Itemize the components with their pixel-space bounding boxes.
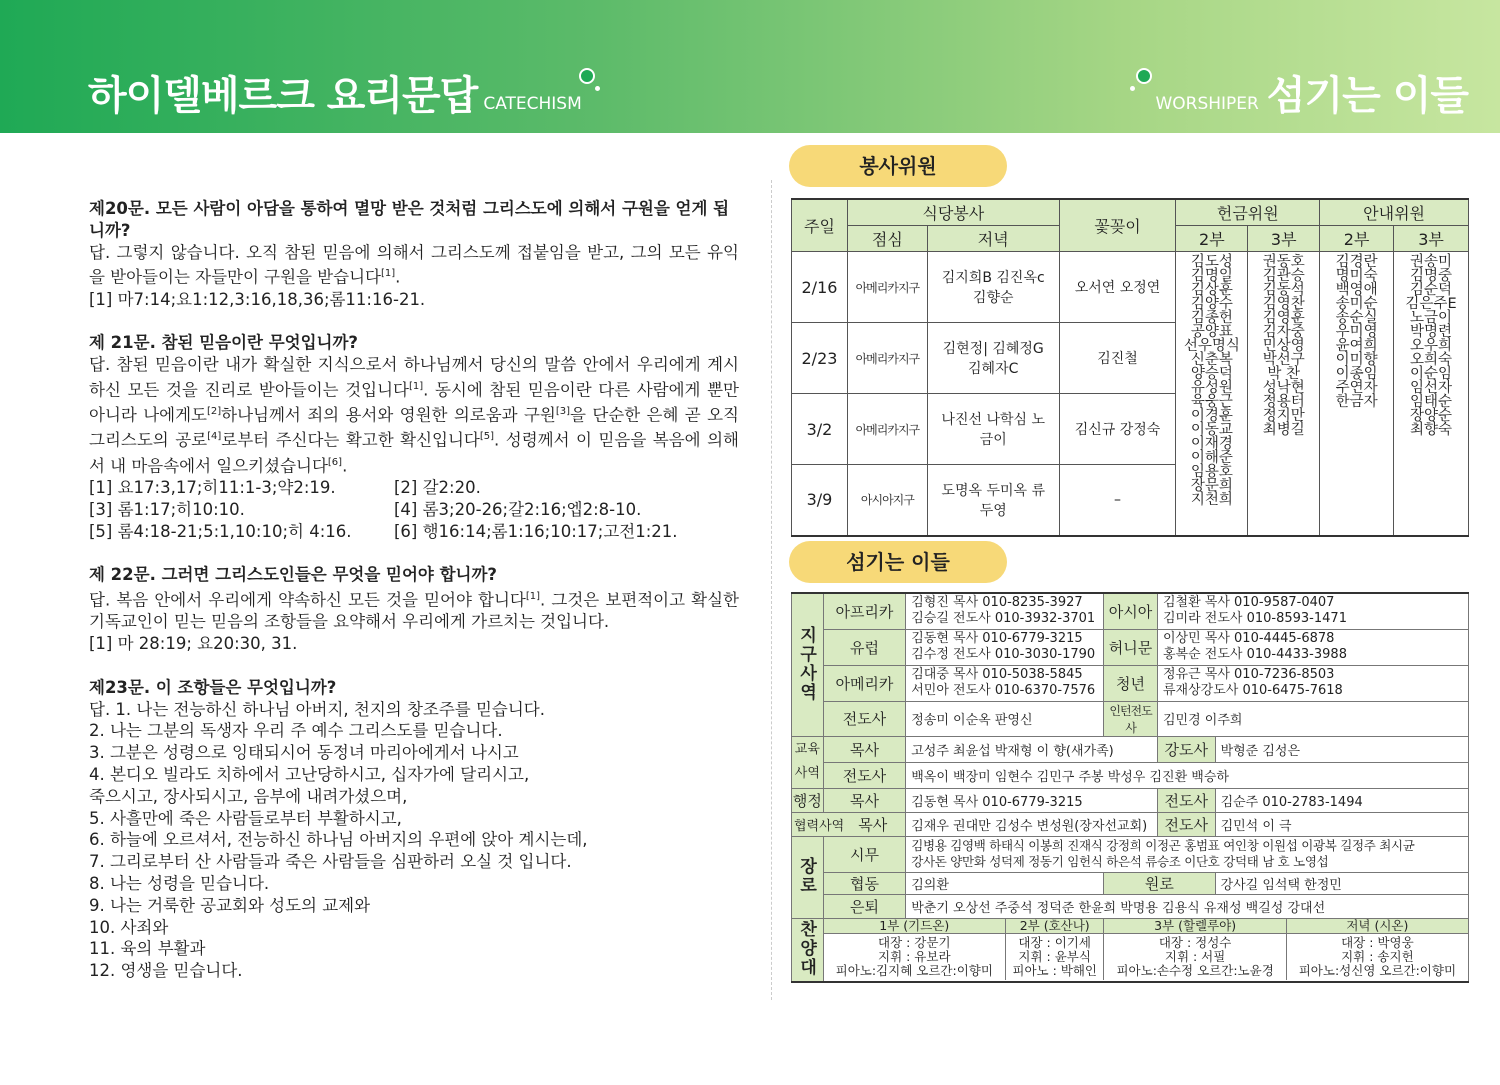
volunteer-name: 박 찬 bbox=[1267, 366, 1301, 382]
edu-label: 교육사역 bbox=[792, 736, 824, 788]
volunteer-name: 김관승 bbox=[1262, 268, 1305, 284]
district-label: 지구사역 bbox=[792, 593, 824, 736]
guide-3-names bbox=[1394, 252, 1469, 536]
choir-2-staff: 대장 : 이기세 지휘 : 윤부식 피아노 : 박해인 bbox=[1005, 934, 1104, 981]
intern-label: 인턴전도사 bbox=[1104, 701, 1158, 736]
guide-2-names bbox=[1320, 252, 1394, 536]
volunteer-name: 권동호 bbox=[1262, 254, 1305, 270]
col-flower: 꽃꽂이 bbox=[1059, 199, 1176, 252]
elder-senior-label: 원로 bbox=[1104, 872, 1215, 894]
references: [1] 요17:3,17;히11:1-3;약2:19. [2] 갈2:20. [3] 롬1:17;히10:10. [4] 롬3;20-26;갈2:16;엡2:8-10. [5] 롬4:18-21;5:1,10:10;히 4:16. [6] 행16:14;롬1:16;10:17;고전1:21. bbox=[89, 478, 678, 541]
edu-evangelist-label: 전도사 bbox=[823, 762, 906, 788]
intern-names: 김민경 이주희 bbox=[1157, 701, 1468, 736]
coop-evangelist-label: 전도사 bbox=[1157, 812, 1215, 836]
volunteer-name: 오우희 bbox=[1410, 338, 1453, 354]
europe-label: 유럽 bbox=[823, 629, 906, 665]
answer-text: 답. 복음 안에서 우리에게 약속하신 모든 것을 믿어야 합니다[1]. 그것은 보편적이고 확실한 기독교인이 믿는 믿음의 조항들을 요약해서 우리에게 가르치는 것입니다. bbox=[89, 590, 739, 632]
africa-contacts: 김형진 목사 010-8235-3927 김승길 전도사 010-3932-3701 bbox=[906, 593, 1104, 629]
elder-assoc-names: 김의환 bbox=[906, 872, 1104, 894]
volunteer-name: 김도성 bbox=[1190, 254, 1233, 270]
volunteer-name: 유성원 bbox=[1190, 380, 1233, 396]
question-title: 제 21문. 참된 믿음이란 무엇입니까? bbox=[89, 333, 358, 353]
answer-line: 4. 본디오 빌라도 치하에서 고난당하시고, 십자가에 달리시고, bbox=[89, 764, 530, 784]
volunteer-name: 송순실 bbox=[1335, 310, 1378, 326]
volunteer-name: 정용터 bbox=[1262, 394, 1305, 410]
answer-text: 답. 그렇지 않습니다. 오직 참된 믿음에 의해서 그리스도께 접붙임을 받고, 그의 모든 유익을 받아들이는 자들만이 구원을 받습니다[1]. bbox=[89, 242, 739, 287]
volunteer-table bbox=[791, 198, 1469, 537]
elder-retired-label: 은퇴 bbox=[823, 894, 906, 918]
asia-contacts: 김철환 목사 010-9587-0407 김미라 전도사 010-8593-1471 bbox=[1157, 593, 1468, 629]
admin-evangelist-label: 전도사 bbox=[1157, 788, 1215, 812]
answer-line: 6. 하늘에 오르셔서, 전능하신 하나님 아버지의 우편에 앉아 계시는데, bbox=[89, 830, 588, 850]
volunteer-name: 이해준 bbox=[1190, 450, 1233, 466]
volunteer-name: 우미영 bbox=[1335, 324, 1378, 340]
col-offering-3: 3부 bbox=[1248, 226, 1320, 252]
row-date: 2/23 bbox=[792, 323, 848, 394]
edu-pastor-names: 고성주 최윤섭 박재형 이 향(새가족) bbox=[906, 736, 1158, 762]
row-date: 3/2 bbox=[792, 394, 848, 465]
choir-table bbox=[824, 919, 1468, 980]
answer-line: 8. 나는 성령을 믿습니다. bbox=[89, 873, 270, 893]
volunteer-name: 김자중 bbox=[1262, 324, 1305, 340]
row-dinner: 도명옥 두미옥 류두영 bbox=[927, 465, 1059, 536]
row-date: 2/16 bbox=[792, 252, 848, 323]
volunteer-name: 선우명식 bbox=[1183, 338, 1240, 354]
coop-evangelist-names: 김민석 이 극 bbox=[1215, 812, 1468, 836]
catechism-body bbox=[89, 198, 739, 982]
admin-label: 행정 bbox=[792, 788, 824, 812]
volunteer-name: 이미향 bbox=[1335, 352, 1378, 368]
volunteer-name: 최향숙 bbox=[1410, 422, 1453, 438]
volunteer-name: 임태순 bbox=[1410, 394, 1453, 410]
choir-2-name: 2부 (호산나) bbox=[1005, 919, 1104, 934]
volunteer-name: 박선구 bbox=[1262, 352, 1305, 368]
decor-dot-icon bbox=[1136, 68, 1152, 84]
question-title: 제23문. 이 조항들은 무엇입니까? bbox=[89, 677, 337, 697]
decor-dot-icon bbox=[595, 86, 600, 91]
volunteer-name: 김경란 bbox=[1335, 254, 1378, 270]
volunteer-name: 임용호 bbox=[1190, 464, 1233, 480]
row-dinner: 나진선 나학심 노금이 bbox=[927, 394, 1059, 465]
worshiper-title: WORSHIPER 섬기는 이들 bbox=[1155, 73, 1468, 119]
volunteer-name: 최병길 bbox=[1262, 422, 1305, 438]
evangelist-label: 전도사 bbox=[823, 701, 906, 736]
volunteer-name: 명미숙 bbox=[1335, 268, 1378, 284]
answer-line: 답. 1. 나는 전능하신 하나님 아버지, 천지의 창조주를 믿습니다. bbox=[89, 699, 545, 719]
answer-line: 죽으시고, 장사되시고, 음부에 내려가셨으며, bbox=[89, 786, 408, 806]
workers-section-label: 섬기는 이들 bbox=[789, 541, 1007, 583]
honeymoon-label: 허니문 bbox=[1104, 629, 1158, 665]
choir-3-name: 3부 (할렐루야) bbox=[1104, 919, 1286, 934]
col-date: 주일 bbox=[792, 199, 848, 252]
col-meal: 식당봉사 bbox=[847, 199, 1059, 226]
row-lunch: 아메리카지구 bbox=[847, 323, 927, 394]
page-divider bbox=[771, 180, 772, 1000]
row-lunch: 아메리카지구 bbox=[847, 394, 927, 465]
references: [1] 마7:14;요1:12,3:16,18,36;롬11:16-21. bbox=[89, 289, 426, 309]
europe-contacts: 김동현 목사 010-6779-3215 김수정 전도사 010-3030-1790 bbox=[906, 629, 1104, 665]
choir-4-name: 저녁 (시온) bbox=[1286, 919, 1468, 934]
workers-table bbox=[791, 592, 1469, 983]
col-lunch: 점심 bbox=[847, 226, 927, 252]
volunteer-name: 김명일 bbox=[1190, 268, 1233, 284]
choir-cell bbox=[823, 918, 1468, 982]
row-dinner: 김지희B 김진옥c 김향순 bbox=[927, 252, 1059, 323]
col-offering: 헌금위원 bbox=[1176, 199, 1320, 226]
question-23 bbox=[89, 677, 739, 982]
honeymoon-contacts: 이상민 목사 010-4445-6878 홍복순 전도사 010-4433-3988 bbox=[1157, 629, 1468, 665]
references: [1] 마 28:19; 요20:30, 31. bbox=[89, 634, 298, 654]
youth-label: 청년 bbox=[1104, 665, 1158, 701]
question-22 bbox=[89, 564, 739, 655]
volunteer-name: 이재경 bbox=[1190, 436, 1233, 452]
decor-dot-icon bbox=[1130, 86, 1135, 91]
volunteer-name: 오희숙 bbox=[1410, 352, 1453, 368]
elder-senior-names: 강사길 임석택 한정민 bbox=[1215, 872, 1468, 894]
volunteer-name: 이종임 bbox=[1335, 366, 1378, 382]
answer-line: 5. 사흘만에 죽은 사람들로부터 부활하시고, bbox=[89, 808, 402, 828]
volunteer-name: 지천희 bbox=[1190, 492, 1233, 508]
answer-line: 7. 그리로부터 산 사람들과 죽은 사람들을 심판하러 오실 것 입니다. bbox=[89, 852, 572, 872]
volunteer-name: 공양표 bbox=[1190, 324, 1233, 340]
volunteer-name: 이동교 bbox=[1190, 422, 1233, 438]
volunteer-name: 육웅근 bbox=[1190, 394, 1233, 410]
col-offering-2: 2부 bbox=[1176, 226, 1248, 252]
choir-4-staff: 대장 : 박영웅 지휘 : 송지헌 피아노:성신영 오르간:이향미 bbox=[1298, 935, 1457, 979]
answer-line: 10. 사죄와 bbox=[89, 917, 169, 937]
america-contacts: 김대중 목사 010-5038-5845 서민아 전도사 010-6370-7576 bbox=[906, 665, 1104, 701]
col-guide-2: 2부 bbox=[1320, 226, 1394, 252]
volunteer-name: 김상훈 bbox=[1190, 282, 1233, 298]
question-21 bbox=[89, 332, 739, 542]
volunteer-name: 성낙현 bbox=[1262, 380, 1305, 396]
row-lunch: 아시아지구 bbox=[847, 465, 927, 536]
answer-line: 2. 나는 그분의 독생자 우리 주 예수 그리스도를 믿습니다. bbox=[89, 721, 503, 741]
answer-line: 3. 그분은 성령으로 잉태되시어 동정녀 마리아에게서 나시고 bbox=[89, 743, 519, 763]
elder-retired-names: 박춘기 오상선 주중석 정덕준 한윤희 박명용 김용식 유재성 백길성 강대선 bbox=[906, 894, 1469, 918]
edu-teacher-names: 박형준 김성은 bbox=[1215, 736, 1468, 762]
volunteer-name: 이경훈 bbox=[1190, 408, 1233, 424]
row-dinner: 김현정| 김혜정G 김혜자C bbox=[927, 323, 1059, 394]
volunteer-name: 한금자 bbox=[1335, 394, 1378, 410]
question-title: 제20문. 모든 사람이 아담을 통하여 멸망 받은 것처럼 그리스도에 의해서 구원을 얻게 됩니까? bbox=[89, 199, 730, 240]
volunteer-name: 김종헌 bbox=[1190, 310, 1233, 326]
volunteer-name: 김순덕 bbox=[1410, 282, 1453, 298]
choir-1-name: 1부 (기드온) bbox=[824, 919, 1006, 934]
row-flower: 김진철 bbox=[1059, 323, 1176, 394]
col-guide-3: 3부 bbox=[1394, 226, 1469, 252]
answer-line: 9. 나는 거룩한 공교회와 성도의 교제와 bbox=[89, 895, 371, 915]
row-date: 3/9 bbox=[792, 465, 848, 536]
youth-contacts: 정유근 목사 010-7236-8503 류재상강도사 010-6475-7618 bbox=[1157, 665, 1468, 701]
volunteer-name: 백영애 bbox=[1335, 282, 1378, 298]
volunteer-name: 권송미 bbox=[1410, 254, 1453, 270]
volunteer-name: 임선자 bbox=[1410, 380, 1453, 396]
america-label: 아메리카 bbox=[823, 665, 906, 701]
offering-2-names bbox=[1176, 252, 1248, 536]
row-flower: 김신규 강정숙 bbox=[1059, 394, 1176, 465]
col-dinner: 저녁 bbox=[927, 226, 1059, 252]
volunteer-name: 윤여희 bbox=[1335, 338, 1378, 354]
admin-evangelist-names: 김순주 010-2783-1494 bbox=[1215, 788, 1468, 812]
elder-active-label: 시무 bbox=[823, 836, 906, 872]
answer-line: 11. 육의 부활과 bbox=[89, 939, 206, 959]
volunteer-section-label: 봉사위원 bbox=[789, 145, 1007, 187]
volunteer-name: 주연자 bbox=[1335, 380, 1378, 396]
answer-text: 답. 참된 믿음이란 내가 확실한 지식으로서 하나님께서 당신의 말씀 안에서 우리에게 계시하신 모든 것을 진리로 받아들이는 것입니다[1]. 동시에 참된 믿음이란 다른 사람에게 뿐만 아니라 나에게도[2]하나님께서 죄의 용서와 영원한 의로움과 구원[3]을 단순한 은혜 곧 오직 그리스도의 공로[4]로부터 주신다는 확고한 확신입니다[5]. 성령께서 이 믿음을 복음에 의해서 내 마음속에서 일으키셨습니다[6]. bbox=[89, 355, 739, 476]
volunteer-name: 양승덕 bbox=[1190, 366, 1233, 382]
volunteer-name: 김양수 bbox=[1190, 296, 1233, 312]
question-title: 제 22문. 그러면 그리스도인들은 무엇을 믿어야 합니까? bbox=[89, 565, 497, 585]
evangelist-names: 정송미 이순옥 판영신 bbox=[906, 701, 1104, 736]
volunteer-name: 김명중 bbox=[1410, 268, 1453, 284]
volunteer-name: 김동석 bbox=[1262, 282, 1305, 298]
volunteer-name: 장문희 bbox=[1190, 478, 1233, 494]
volunteer-name: 송미순 bbox=[1335, 296, 1378, 312]
coop-label-cell: 협력사역 목사 bbox=[792, 812, 906, 836]
volunteer-name: 장양순 bbox=[1410, 408, 1453, 424]
row-flower: – bbox=[1059, 465, 1176, 536]
volunteer-name: 김은주E bbox=[1405, 296, 1457, 312]
volunteer-name: 박명련 bbox=[1410, 324, 1453, 340]
elder-label: 장로 bbox=[792, 836, 824, 918]
asia-label: 아시아 bbox=[1104, 593, 1158, 629]
volunteer-name: 노금이 bbox=[1410, 310, 1453, 326]
admin-pastor-label: 목사 bbox=[823, 788, 906, 812]
question-20 bbox=[89, 198, 739, 310]
coop-pastor-names: 김재우 권대만 김성수 변성원(장자선교회) bbox=[906, 812, 1158, 836]
africa-label: 아프리카 bbox=[823, 593, 906, 629]
volunteer-name: 신춘복 bbox=[1190, 352, 1233, 368]
decor-dot-icon bbox=[579, 68, 595, 84]
row-flower: 오서연 오정연 bbox=[1059, 252, 1176, 323]
admin-pastor-names: 김동현 목사 010-6779-3215 bbox=[906, 788, 1158, 812]
edu-pastor-label: 목사 bbox=[823, 736, 906, 762]
choir-1-staff: 대장 : 강문기 지휘 : 유보라 피아노:김지혜 오르간:이향미 bbox=[824, 934, 1006, 981]
edu-evangelist-names: 백옥이 백장미 임현수 김민구 주봉 박성우 김진환 백승하 bbox=[906, 762, 1469, 788]
row-lunch: 아메리카지구 bbox=[847, 252, 927, 323]
volunteer-name: 민상영 bbox=[1262, 338, 1305, 354]
answer-line: 12. 영생을 믿습니다. bbox=[89, 961, 243, 981]
elder-assoc-label: 협동 bbox=[823, 872, 906, 894]
choir-3-staff: 대장 : 정성수 지휘 : 서필 피아노:손수정 오르간:노윤경 bbox=[1104, 934, 1286, 981]
volunteer-name: 김영찬 bbox=[1262, 296, 1305, 312]
col-guide: 안내위원 bbox=[1320, 199, 1469, 226]
elder-active-names: 김병용 김영백 하태식 이봉희 진재식 강정희 이정곤 홍범표 여인창 이원섭 이광복 길정주 최시균 강사돈 양만화 성덕제 정동기 임헌식 하은석 류승조 이단호 강덕태 남 호 노영섭 bbox=[906, 836, 1469, 872]
volunteer-name: 이순임 bbox=[1410, 366, 1453, 382]
volunteer-name: 정지만 bbox=[1262, 408, 1305, 424]
catechism-title: 하이델베르크 요리문답 CATECHISM bbox=[88, 73, 582, 119]
edu-teacher-label: 강도사 bbox=[1157, 736, 1215, 762]
offering-3-names bbox=[1248, 252, 1320, 536]
choir-label: 찬양대 bbox=[792, 918, 824, 982]
volunteer-name: 김영훈 bbox=[1262, 310, 1305, 326]
